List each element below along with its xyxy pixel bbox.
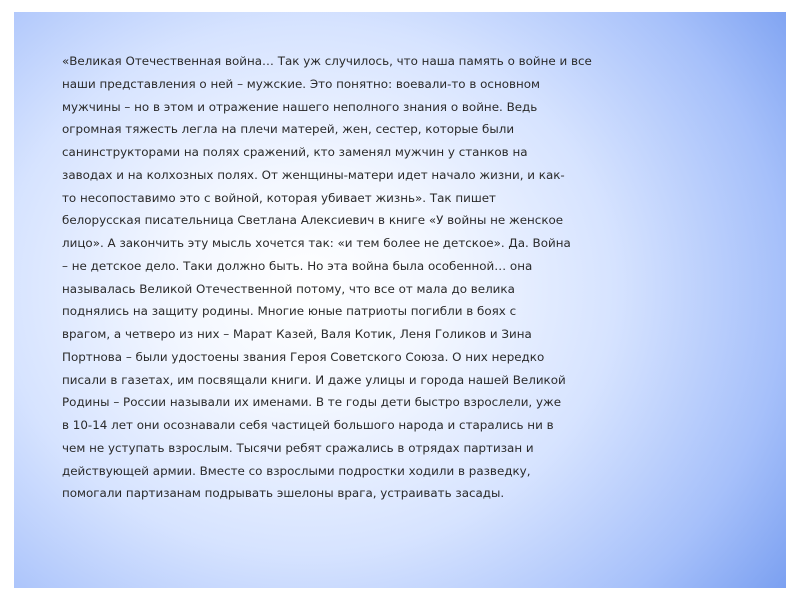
text-line: белорусская писательница Светлана Алексиевич в книге «У войны не женское: [62, 213, 564, 228]
text-line: в 10-14 лет они осознавали себя частицей большого народа и старались ни в: [62, 418, 554, 432]
text-line: наши представления о ней – мужские. Это понятно: воевали-то в основном: [62, 76, 541, 91]
text-line: писали в газетах, им посвящали книги. И даже улицы и города нашей Великой: [62, 372, 566, 387]
text-line: Родины – России называли их именами. В те годы дети быстро взрослели, уже: [62, 395, 562, 410]
quote-paragraph: [62, 50, 712, 505]
text-line: лицо». А закончить эту мысль хочется так: «и тем более не детское». Да. Война: [62, 236, 571, 250]
text-line: мужчины – но в этом и отражение нашего неполного знания о войне. Ведь: [62, 99, 538, 114]
text-line: чем не уступать взрослым. Тысячи ребят сражались в отрядах партизан и: [62, 440, 534, 455]
text-line: врагом, а четверо из них – Марат Казей, Валя Котик, Леня Голиков и Зина: [62, 327, 532, 341]
text-line: огромная тяжесть легла на плечи матерей, жен, сестер, которые были: [62, 122, 515, 137]
text-line: – не детское дело. Таки должно быть. Но эта война была особенной… она: [62, 258, 533, 273]
text-line: поднялись на защиту родины. Многие юные патриоты погибли в боях с: [62, 304, 517, 319]
text-line: заводах и на колхозных полях. От женщины-матери идет начало жизни, и как-: [62, 167, 565, 182]
text-line: «Великая Отечественная война… Так уж случилось, что наша память о войне и все: [62, 54, 592, 68]
text-line: то несопоставимо это с войной, которая убивает жизнь». Так пишет: [62, 190, 496, 205]
text-line: помогали партизанам подрывать эшелоны врага, устраивать засады.: [62, 486, 505, 501]
text-line: действующей армии. Вместе со взрослыми подростки ходили в разведку,: [62, 463, 531, 478]
text-line: Портнова – были удостоены звания Героя Советского Союза. О них нередко: [62, 349, 545, 364]
text-line: санинструкторами на полях сражений, кто заменял мужчин у станков на: [62, 145, 528, 159]
text-line: называлась Великой Отечественной потому, что все от мала до велика: [62, 281, 515, 296]
